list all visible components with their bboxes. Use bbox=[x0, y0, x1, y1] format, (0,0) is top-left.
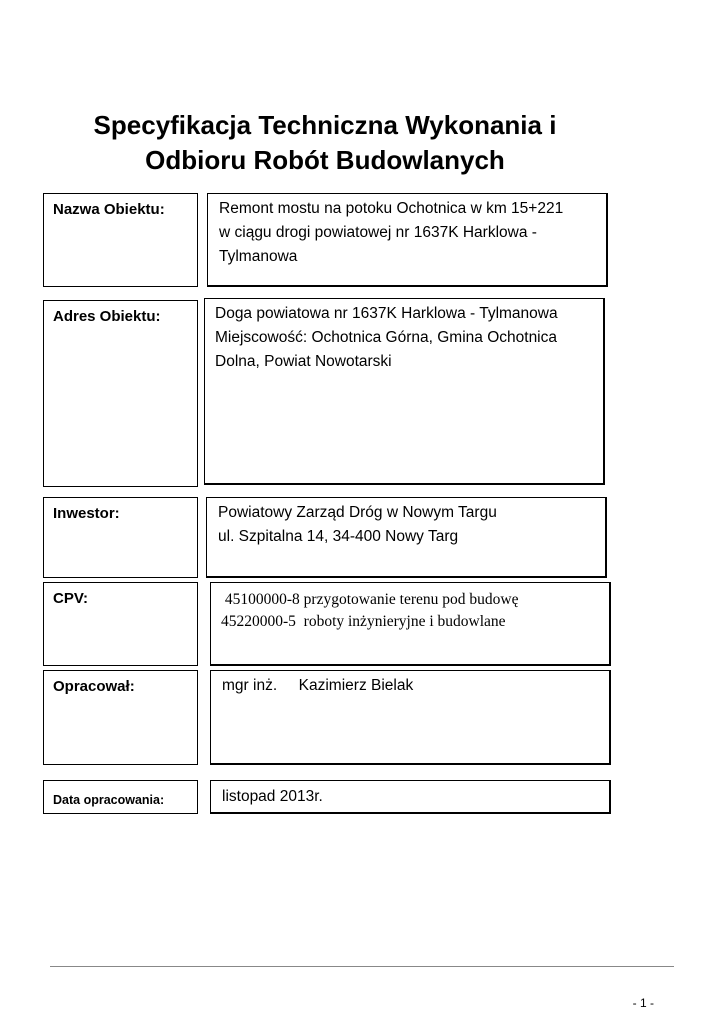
value-box-adres bbox=[204, 298, 605, 485]
value-inwestor-line-2: ul. Szpitalna 14, 34-400 Nowy Targ bbox=[218, 528, 459, 545]
value-adres-line-1: Doga powiatowa nr 1637K Harklowa - Tylmanowa bbox=[215, 305, 558, 322]
value-nazwa-line-1: Remont mostu na potoku Ochotnica w km 15+221 bbox=[219, 200, 564, 217]
page-number: - 1 - bbox=[632, 996, 654, 1010]
value-nazwa-line-3: Tylmanowa bbox=[219, 248, 298, 265]
title-line-2: Odbioru Robót Budowlanych bbox=[145, 145, 505, 175]
label-nazwa: Nazwa Obiektu: bbox=[53, 201, 165, 218]
label-box-inwestor bbox=[43, 497, 198, 578]
value-adres-line-3: Dolna, Powiat Nowotarski bbox=[215, 353, 392, 370]
label-box-cpv bbox=[43, 582, 198, 666]
value-opracowal-line-1: mgr inż. Kazimierz Bielak bbox=[222, 677, 414, 694]
value-inwestor bbox=[207, 498, 605, 549]
value-nazwa bbox=[208, 194, 606, 269]
value-cpv bbox=[211, 583, 609, 633]
value-box-cpv bbox=[210, 582, 611, 666]
value-box-inwestor bbox=[206, 497, 607, 578]
label-box-opracowal bbox=[43, 670, 198, 765]
title-line-1: Specyfikacja Techniczna Wykonania i bbox=[93, 110, 557, 140]
value-opracowal bbox=[211, 671, 609, 698]
label-data: Data opracowania: bbox=[53, 793, 165, 807]
value-nazwa-line-2: w ciągu drogi powiatowej nr 1637K Harklowa - bbox=[219, 224, 537, 241]
document-title bbox=[40, 108, 610, 178]
value-inwestor-line-1: Powiatowy Zarząd Dróg w Nowym Targu bbox=[218, 504, 497, 521]
value-adres-line-2: Miejscowość: Ochotnica Górna, Gmina Ochotnica bbox=[215, 329, 557, 346]
value-adres bbox=[205, 299, 603, 374]
label-cpv: CPV: bbox=[53, 590, 89, 607]
value-data-line-1: listopad 2013r. bbox=[222, 788, 323, 805]
label-opracowal: Opracował: bbox=[53, 678, 135, 695]
label-box-data bbox=[43, 780, 198, 814]
value-box-nazwa bbox=[207, 193, 608, 287]
value-box-opracowal bbox=[210, 670, 611, 765]
label-box-nazwa bbox=[43, 193, 198, 287]
value-box-data bbox=[210, 780, 611, 814]
value-cpv-line-2: 45220000-5 roboty inżynieryjne i budowlane bbox=[221, 613, 506, 630]
value-data bbox=[211, 781, 609, 809]
value-cpv-line-1: 45100000-8 przygotowanie terenu pod budowę bbox=[221, 591, 519, 608]
label-box-adres bbox=[43, 300, 198, 487]
label-adres: Adres Obiektu: bbox=[53, 308, 161, 325]
label-inwestor: Inwestor: bbox=[53, 505, 120, 522]
footer-divider bbox=[50, 966, 674, 967]
